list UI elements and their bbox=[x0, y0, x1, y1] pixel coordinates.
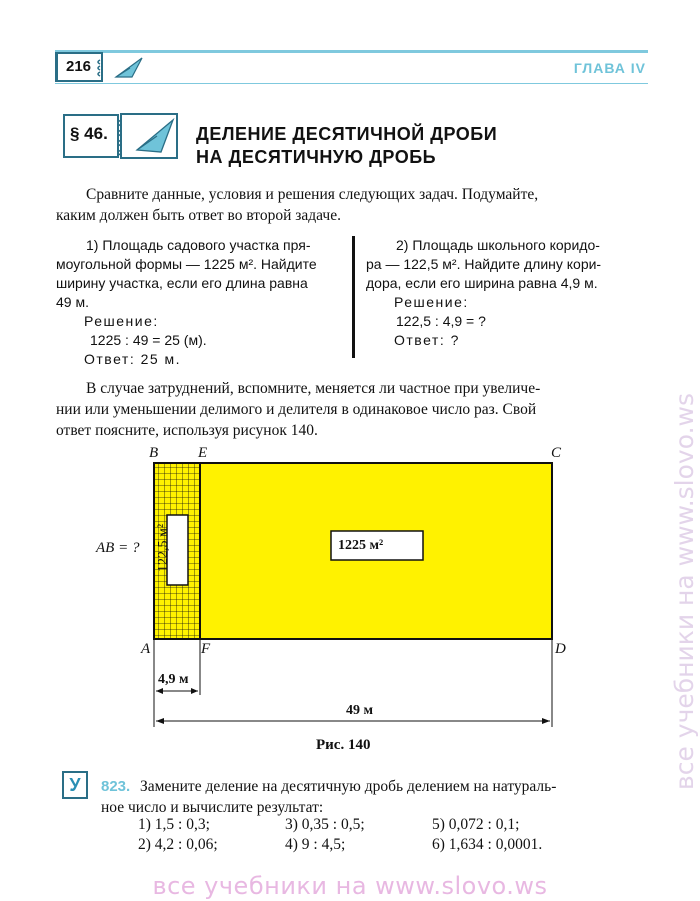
label-E: E bbox=[198, 445, 208, 461]
exercise-line1: Замените деление на десятичную дробь делением на натураль- bbox=[140, 778, 557, 795]
page-number: 216 bbox=[66, 58, 92, 75]
header-rule-thin bbox=[55, 83, 648, 84]
chapter-label: ГЛАВА IV bbox=[573, 60, 646, 76]
section-title bbox=[196, 123, 497, 169]
task1-line4: 49 м. bbox=[56, 294, 89, 310]
section-number: § 46. bbox=[70, 124, 108, 143]
task2-line3: дора, если его ширина равна 4,9 м. bbox=[366, 275, 598, 291]
label-A: A bbox=[141, 641, 151, 657]
spiral-pen-icon bbox=[96, 55, 148, 81]
label-D: D bbox=[555, 641, 566, 657]
label-AB: AB = ? bbox=[96, 540, 140, 556]
task1-line3: ширину участка, если его длина равна bbox=[56, 275, 308, 291]
section-title-line1: ДЕЛЕНИЕ ДЕСЯТИЧНОЙ ДРОБИ bbox=[196, 124, 498, 144]
exercise-type-icon: У bbox=[62, 771, 88, 799]
width-total-label: 49 м bbox=[346, 703, 374, 718]
label-C: C bbox=[551, 445, 562, 461]
watermark-bottom: все учебники на www.slovo.ws bbox=[152, 872, 548, 900]
hint-line3: ответ поясните, используя рисунок 140. bbox=[56, 422, 318, 439]
label-F: F bbox=[201, 641, 211, 657]
exercise-item-6: 6) 1,634 : 0,0001. bbox=[432, 836, 543, 853]
exercise-item-3: 3) 0,35 : 0,5; bbox=[285, 816, 365, 833]
exercise-item-5: 5) 0,072 : 0,1; bbox=[432, 816, 520, 833]
task1 bbox=[56, 236, 344, 369]
label-B: B bbox=[149, 445, 159, 461]
exercise-number: 823. bbox=[101, 778, 131, 795]
task2-line2: ра — 122,5 м². Найдите длину кори- bbox=[366, 256, 602, 272]
task2-solution-label: Решение: bbox=[394, 294, 469, 310]
watermark-vertical bbox=[665, 60, 700, 800]
task2-solution: 122,5 : 4,9 = ? bbox=[396, 313, 486, 329]
exercise-item-4: 4) 9 : 4,5; bbox=[285, 836, 346, 853]
section-title-line2: НА ДЕСЯТИЧНУЮ ДРОБЬ bbox=[196, 147, 437, 167]
figure-caption: Рис. 140 bbox=[316, 737, 371, 753]
notebook-pen-icon bbox=[115, 112, 185, 160]
task1-solution: 1225 : 49 = 25 (м). bbox=[90, 332, 207, 348]
exercise-item-1: 1) 1,5 : 0,3; bbox=[138, 816, 210, 833]
exercise-text bbox=[101, 776, 649, 818]
task1-line2: моугольной формы — 1225 м². Найдите bbox=[56, 256, 317, 272]
task2 bbox=[366, 236, 650, 350]
big-area-label: 1225 м² bbox=[338, 538, 384, 553]
intro-paragraph bbox=[56, 184, 648, 226]
svg-text:все учебники на www.slovo.ws: все учебники на www.slovo.ws bbox=[670, 393, 699, 790]
task2-answer: Ответ: ? bbox=[394, 332, 460, 348]
intro-line2: каким должен быть ответ во второй задаче. bbox=[56, 207, 341, 224]
header-rule bbox=[55, 50, 648, 53]
width-small-label: 4,9 м bbox=[158, 672, 189, 687]
task2-line1: 2) Площадь школьного коридо- bbox=[396, 237, 600, 253]
task1-line1: 1) Площадь садового участка пря- bbox=[86, 237, 311, 253]
column-divider bbox=[352, 236, 355, 358]
task1-answer: Ответ: 25 м. bbox=[84, 351, 182, 367]
hint-line2: нии или уменьшении делимого и делителя в одинаковое число раз. Свой bbox=[56, 401, 537, 418]
hint-line1: В случае затруднений, вспомните, меняется ли частное при увеличе- bbox=[86, 380, 541, 397]
figure-140 bbox=[140, 455, 570, 730]
intro-line1: Сравните данные, условия и решения следующих задач. Подумайте, bbox=[86, 186, 539, 203]
task1-solution-label: Решение: bbox=[84, 313, 159, 329]
strip-area-label: 122,5 м² bbox=[156, 523, 171, 573]
exercise-line2: ное число и вычислите результат: bbox=[101, 799, 324, 816]
hint-paragraph bbox=[56, 378, 648, 441]
exercise-item-2: 2) 4,2 : 0,06; bbox=[138, 836, 218, 853]
